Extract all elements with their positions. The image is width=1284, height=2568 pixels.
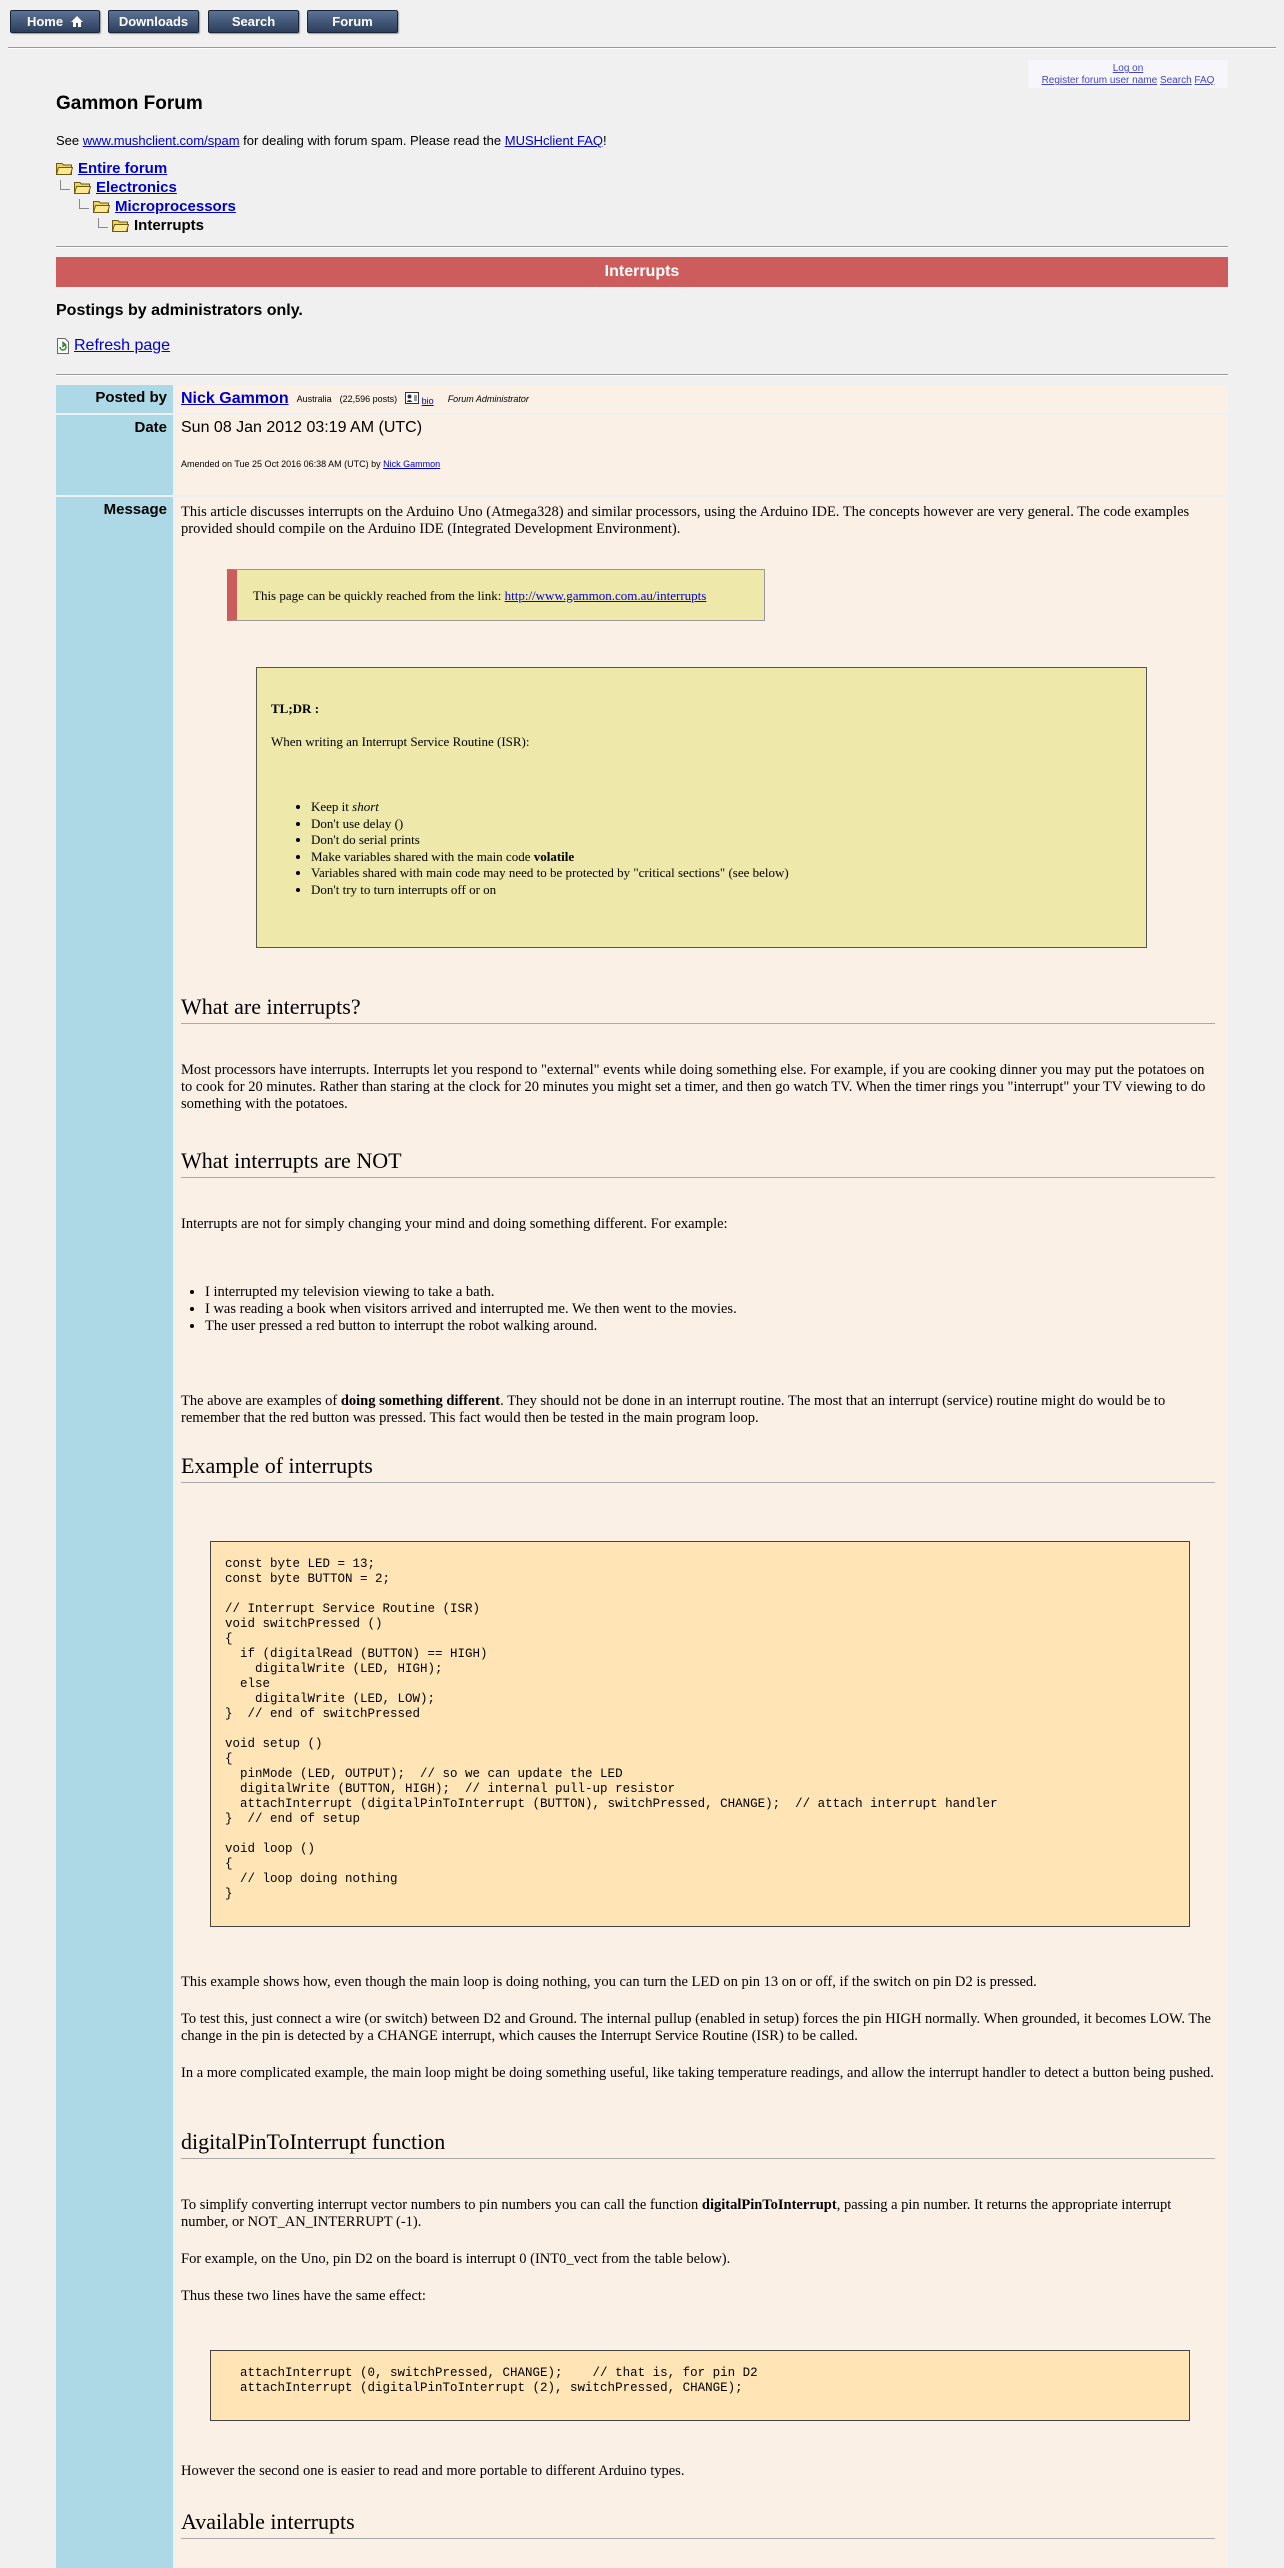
mushclient-faq-link[interactable]: MUSHclient FAQ — [504, 133, 603, 148]
list-item: • Variables shared with main code may need to be protected by "critical sections" (see below) — [311, 865, 789, 882]
divider — [56, 374, 1228, 376]
d2i-paragraph-1 — [181, 2197, 1215, 2231]
not-paragraph: Interrupts are not for simply changing your mind and doing something different. For example: — [181, 1216, 728, 1232]
spam-notice — [56, 133, 607, 148]
tldr-intro: When writing an Interrupt Service Routine (ISR): — [271, 734, 530, 749]
heading-what-not: What interrupts are NOT — [181, 1147, 1215, 1178]
refresh-link[interactable]: Refresh page — [74, 337, 171, 354]
divider — [56, 246, 1228, 248]
d2i-paragraph-3: Thus these two lines have the same effect: — [181, 2288, 426, 2304]
date-row — [175, 415, 1228, 495]
message-label: Message — [56, 497, 173, 2568]
breadcrumb-microprocessors — [79, 198, 236, 215]
date-label: Date — [56, 415, 173, 495]
list-item — [311, 849, 789, 866]
d2i-text-bold: digitalPinToInterrupt — [701, 2197, 837, 2213]
example-paragraph-2: To test this, just connect a wire (or switch) between D2 and Ground. The internal pullup (enabled in setup) forces the pin HIGH normally. When grounded, it becomes LOW. The change in the pin is detected by a CHANGE interrupt, which causes the Interrupt Service Routine (ISR) to be called. — [181, 2011, 1211, 2044]
tldr-box — [256, 667, 1147, 948]
list-item: • I was reading a book when visitors arrived and interrupted me. We then went to the movies. — [205, 1301, 737, 1318]
home-label: Home — [26, 14, 64, 29]
breadcrumb-electronics — [60, 179, 177, 196]
forum-post — [56, 385, 1228, 2568]
spam-text-2: for dealing with forum spam. Please read the — [239, 133, 505, 148]
tree-branch — [60, 180, 70, 190]
quick-link[interactable]: http://www.gammon.com.au/interrupts — [504, 587, 707, 603]
list-item: • I interrupted my television viewing to take a bath. — [205, 1284, 737, 1301]
above-text-1: The above are examples of — [181, 1393, 341, 1409]
home-button[interactable] — [10, 10, 100, 33]
bio-link-wrap[interactable] — [405, 392, 434, 406]
breadcrumb-link-entire-forum[interactable]: Entire forum — [78, 160, 168, 177]
list-item — [311, 799, 789, 816]
breadcrumb-entire-forum — [56, 160, 167, 177]
bio-link[interactable]: bio — [421, 396, 434, 406]
list-item: • Don't use delay () — [311, 816, 789, 833]
tree-branch — [98, 218, 108, 228]
home-icon — [71, 16, 83, 27]
folder-open-icon — [112, 219, 129, 232]
posted-by-row — [175, 385, 1228, 413]
amended-by-link[interactable]: Nick Gammon — [383, 459, 441, 469]
quick-link-text: This page can be quickly reached from the link: — [253, 587, 502, 603]
poster-country: Australia — [296, 394, 332, 404]
login-search-link[interactable]: Search — [1159, 75, 1192, 86]
login-box — [1028, 60, 1228, 88]
posted-by-label: Posted by — [56, 385, 173, 413]
tldr-title: TL;DR : — [271, 701, 320, 716]
tldr-item-bold: volatile — [533, 848, 575, 864]
not-list — [181, 1284, 737, 1335]
topic-title-banner: Interrupts — [56, 257, 1228, 287]
quick-link-box — [227, 569, 765, 621]
list-item: • Don't try to turn interrupts off or on — [311, 882, 789, 899]
search-button[interactable]: Search — [208, 10, 299, 33]
tldr-list — [271, 799, 789, 898]
amended-text: Amended on Tue 25 Oct 2016 06:38 AM (UTC) by — [181, 459, 384, 469]
downloads-button[interactable]: Downloads — [108, 10, 199, 33]
tldr-item-text: Keep it — [311, 799, 353, 814]
spam-text-1: See — [56, 133, 83, 148]
above-text-bold: doing something different — [340, 1393, 501, 1409]
tldr-item-text: Make variables shared with the main code — [311, 848, 534, 864]
breadcrumb-current: Interrupts — [134, 217, 205, 234]
refresh-icon — [56, 338, 70, 354]
d2i-text-2: , passing a pin number. It returns the appropriate interrupt number, or NOT_AN_INTERRUPT (-1). — [181, 2197, 1172, 2230]
spam-link[interactable]: www.mushclient.com/spam — [82, 133, 240, 148]
breadcrumb-link-electronics[interactable]: Electronics — [96, 179, 177, 196]
folder-open-icon — [56, 162, 73, 175]
heading-what-are-interrupts: What are interrupts? — [181, 993, 1215, 1024]
heading-example: Example of interrupts — [181, 1452, 1215, 1483]
poster-role: Forum Administrator — [447, 394, 529, 404]
breadcrumb-link-microprocessors[interactable]: Microprocessors — [115, 198, 236, 215]
refresh-page[interactable] — [56, 337, 170, 355]
what-paragraph: Most processors have interrupts. Interrupts let you respond to "external" events while doing something else. For example, if you are cooking dinner you may put the potatoes on to cook for 20 minutes. Rather than staring at the clock for 20 minutes you might set a timer, and then go watch TV. When the timer rings you "interrupt" your TV viewing to do something with the potatoes. — [181, 1062, 1206, 1112]
code-block-example: const byte LED = 13; const byte BUTTON = 2; // Interrupt Service Routine (ISR) void switchPressed () { if (digitalRead (BUTTON) == HIGH) digitalWrite (LED, HIGH); else digitalWrite (LED, LOW); } // end of switchPressed void setup () { pinMode (LED, OUTPUT); // so we can update the LED digitalWrite (BUTTON, HIGH); // internal pull-up resistor attachInterrupt (digitalPinToInterrupt (BUTTON), switchPressed, CHANGE); // attach interrupt handler } // end of setup void loop () { // loop doing nothing } — [210, 1541, 1190, 1927]
folder-open-icon — [74, 181, 91, 194]
forum-title: Gammon Forum — [56, 93, 203, 114]
list-item: • Don't do serial prints — [311, 832, 789, 849]
top-divider — [8, 47, 1276, 49]
admin-only-notice: Postings by administrators only. — [56, 302, 303, 319]
d2i-text-1: To simplify converting interrupt vector numbers to pin numbers you can call the function — [181, 2197, 702, 2213]
heading-available-interrupts: Available interrupts — [181, 2508, 1215, 2539]
example-paragraph-3: In a more complicated example, the main loop might be doing something useful, like taking temperature readings, and allow the interrupt handler to detect a button being pushed. — [181, 2065, 1214, 2081]
poster-post-count: (22,596 posts) — [339, 394, 398, 404]
tldr-item-emphasis: short — [352, 799, 379, 814]
register-link[interactable]: Register forum user name — [1041, 75, 1158, 86]
logon-link[interactable]: Log on — [1112, 63, 1144, 74]
above-text-2: . They should not be done in an interrupt routine. The most that an interrupt (service) routine might do would be to remember that the red button was pressed. This fact would then be tested in the main program loop. — [181, 1393, 1166, 1426]
message-body — [175, 497, 1228, 2568]
code-block-attach: attachInterrupt (0, switchPressed, CHANGE); // that is, for pin D2 attachInterrupt (digitalPinToInterrupt (2), switchPressed, CHANGE); — [210, 2350, 1190, 2421]
folder-open-icon — [93, 200, 110, 213]
spam-text-3: ! — [602, 133, 607, 148]
breadcrumb-interrupts — [98, 217, 204, 234]
above-paragraph — [181, 1393, 1215, 1427]
d2i-paragraph-4: However the second one is easier to read and more portable to different Arduino types. — [181, 2463, 685, 2479]
tree-branch — [79, 199, 89, 209]
list-item: • The user pressed a red button to interrupt the robot walking around. — [205, 1318, 737, 1335]
post-date: Sun 08 Jan 2012 03:19 AM (UTC) — [181, 419, 423, 436]
poster-link[interactable]: Nick Gammon — [181, 390, 289, 407]
example-paragraph-1: This example shows how, even though the main loop is doing nothing, you can turn the LED on pin 13 on or off, if the switch on pin D2 is pressed. — [181, 1974, 1037, 1990]
d2i-paragraph-2: For example, on the Uno, pin D2 on the board is interrupt 0 (INT0_vect from the table below). — [181, 2251, 731, 2267]
faq-link[interactable]: FAQ — [1194, 75, 1215, 86]
heading-digitalpintointerrupt: digitalPinToInterrupt function — [181, 2128, 1215, 2159]
forum-button[interactable]: Forum — [307, 10, 398, 33]
intro-paragraph: This article discusses interrupts on the Arduino Uno (Atmega328) and similar processors, using the Arduino IDE. The concepts however are very general. The code examples provided should compile on the Arduino IDE (Integrated Development Environment). — [181, 504, 1190, 537]
amended-note — [181, 459, 440, 469]
bio-icon — [405, 392, 419, 404]
